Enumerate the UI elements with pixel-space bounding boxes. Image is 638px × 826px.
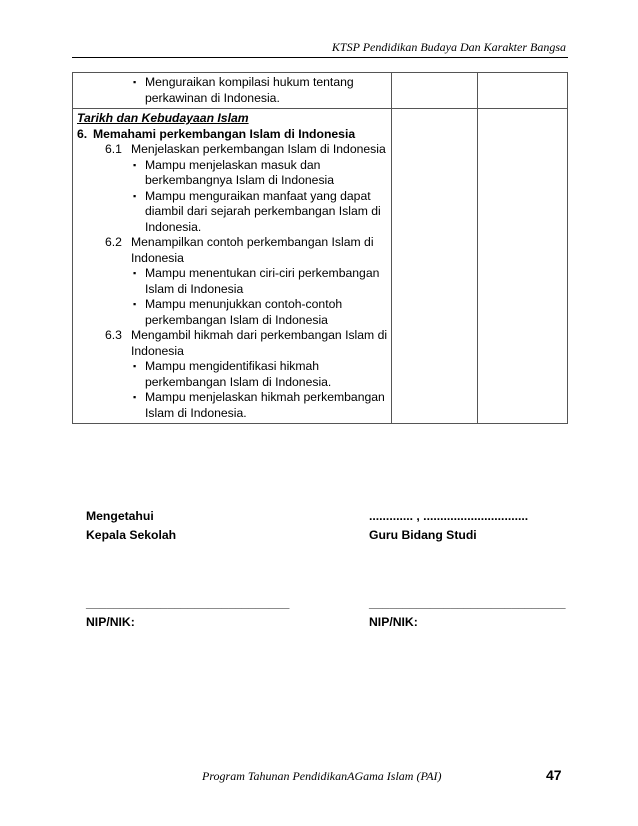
list-item: ▪ Mampu menguraikan manfaat yang dapat diambil dari sejarah perkembangan Islam di Indonesia. — [77, 189, 387, 236]
right-signature-role: Guru Bidang Studi — [369, 528, 477, 542]
footer-title: Program Tahunan PendidikanAGama Islam (PAI) — [202, 769, 442, 783]
right-signature-place-date: ............. , ............................... — [369, 509, 529, 523]
list-item: ▪ Mampu mengidentifikasi hikmah perkembangan Islam di Indonesia. — [77, 359, 387, 390]
program-table — [72, 72, 568, 424]
header-rule — [72, 57, 568, 58]
right-signature-underline: _____________________________ — [369, 596, 566, 610]
page-number: 47 — [546, 767, 562, 783]
section-title: Tarikh dan Kebudayaan Islam — [77, 111, 249, 125]
right-nip-label: NIP/NIK: — [369, 615, 418, 629]
list-item: ▪ Mampu menjelaskan masuk dan berkembangnya Islam di Indonesia — [77, 158, 387, 189]
left-signature-role: Kepala Sekolah — [86, 528, 177, 542]
sub-text: Mengambil hikmah dari perkembangan Islam di Indonesia — [131, 328, 388, 358]
sub-number: 6.3 — [105, 328, 122, 342]
competency-number: 6. — [77, 126, 88, 141]
sub-number: 6.2 — [105, 235, 122, 249]
competency-text: Memahami perkembangan Islam di Indonesia — [93, 126, 356, 141]
sub-text: Menjelaskan perkembangan Islam di Indonesia — [131, 142, 386, 156]
sub-competency — [77, 328, 387, 359]
list-item: ▪ Mampu menjelaskan hikmah perkembangan Islam di Indonesia. — [77, 390, 387, 421]
left-signature-line1: Mengetahui — [86, 509, 154, 523]
list-item: ▪ Mampu menunjukkan contoh-contoh perkembangan Islam di Indonesia — [77, 297, 387, 328]
sub-competency — [77, 235, 387, 266]
list-item: ▪ Menguraikan kompilasi hukum tentang perkawinan di Indonesia. — [77, 75, 387, 106]
sub-number: 6.1 — [105, 142, 122, 156]
competency-heading — [77, 127, 387, 143]
sub-competency — [77, 142, 387, 158]
list-item: ▪ Mampu menentukan ciri-ciri perkembangan Islam di Indonesia — [77, 266, 387, 297]
table-row — [73, 73, 568, 109]
running-header: KTSP Pendidikan Budaya Dan Karakter Bangsa — [331, 40, 566, 54]
left-nip-label: NIP/NIK: — [86, 615, 135, 629]
table-row — [73, 109, 568, 424]
left-signature-underline: ______________________________ — [86, 596, 290, 610]
sub-text: Menampilkan contoh perkembangan Islam di Indonesia — [131, 235, 374, 265]
